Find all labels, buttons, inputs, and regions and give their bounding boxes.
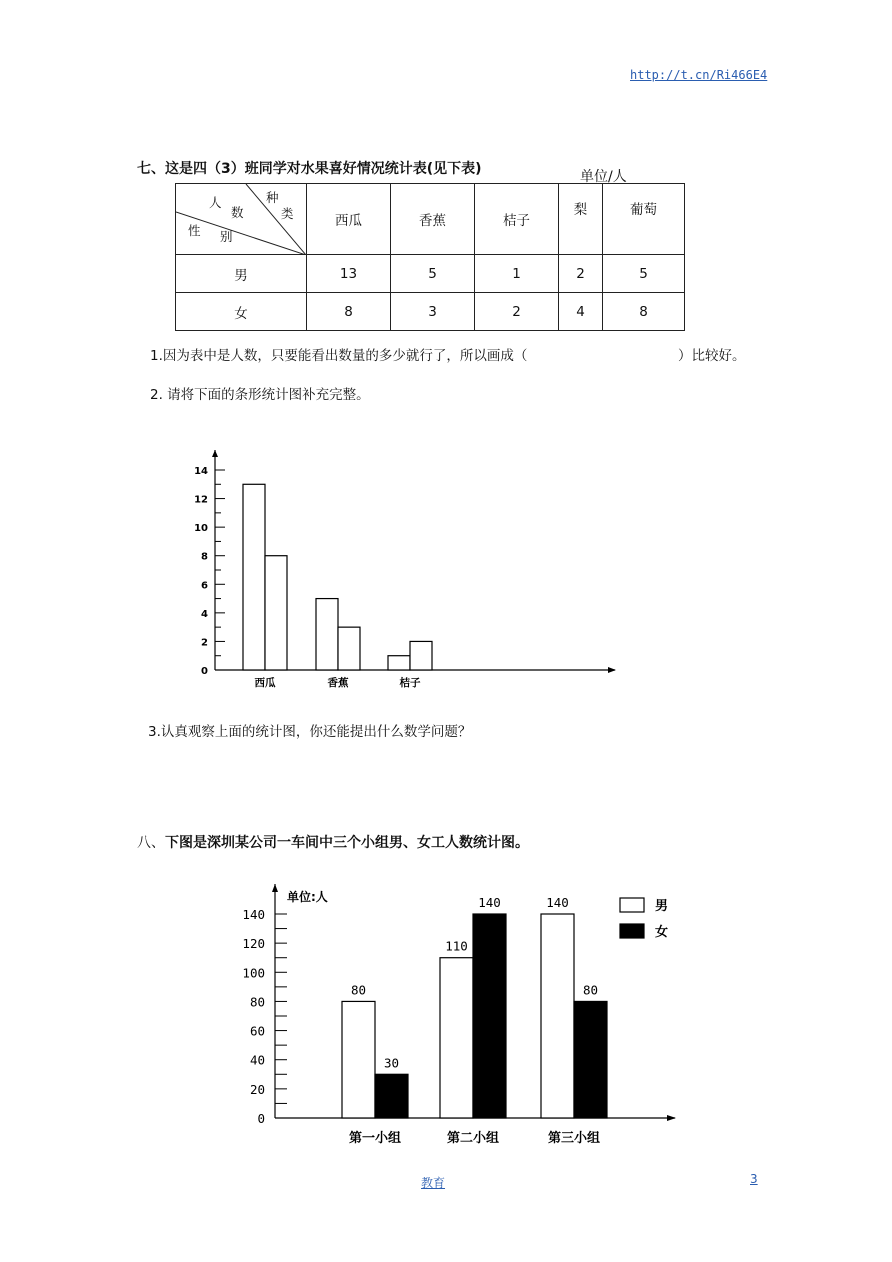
row-label-female: 女 xyxy=(176,293,307,331)
chart1-bars xyxy=(243,484,432,670)
bar-value-label: 30 xyxy=(383,1055,400,1071)
table-row xyxy=(176,255,685,293)
y-tick-label: 10 xyxy=(194,523,208,535)
x-axis-arrow xyxy=(667,1115,676,1121)
corner-mid1: 人 xyxy=(209,195,222,210)
legend-label: 女 xyxy=(655,925,669,940)
chart2-legend xyxy=(620,898,668,940)
unit-label: 单位/人 xyxy=(580,169,627,185)
y-tick-label: 6 xyxy=(201,580,208,592)
y-tick-label: 80 xyxy=(249,994,265,1010)
y-tick-label: 14 xyxy=(194,466,208,477)
table-cell: 4 xyxy=(559,293,603,331)
legend-swatch xyxy=(620,924,644,938)
table-row xyxy=(176,293,685,331)
table-cell: 5 xyxy=(391,255,475,293)
x-category-label: 第一小组 xyxy=(348,1131,402,1146)
x-category-label: 第三小组 xyxy=(547,1131,601,1146)
group-worker-bar-chart xyxy=(230,878,690,1158)
bar xyxy=(541,914,574,1118)
table-cell: 5 xyxy=(603,255,685,293)
bar xyxy=(375,1074,408,1118)
y-axis-arrow xyxy=(212,450,218,457)
corner-top: 种 xyxy=(266,190,279,205)
y-tick-label: 120 xyxy=(242,936,265,952)
table-cell: 3 xyxy=(391,293,475,331)
bar xyxy=(574,1001,607,1118)
table-cell: 8 xyxy=(307,293,391,331)
fruit-preference-table xyxy=(175,183,685,331)
bar-value-label: 80 xyxy=(582,982,599,998)
y-tick-label: 100 xyxy=(242,965,265,981)
footer-link[interactable]: 教育 xyxy=(421,1176,446,1190)
y-tick-label: 8 xyxy=(201,551,208,563)
x-axis-arrow xyxy=(608,667,616,673)
bar xyxy=(440,958,473,1118)
question-2: 2. 请将下面的条形统计图补充完整。 xyxy=(150,387,370,403)
x-category-label: 第二小组 xyxy=(446,1131,500,1146)
y-tick-label: 12 xyxy=(194,494,208,506)
bar xyxy=(338,627,360,670)
y-axis-arrow xyxy=(272,884,278,892)
y-tick-label: 20 xyxy=(249,1081,265,1097)
section8-title xyxy=(137,832,529,852)
question-3: 3.认真观察上面的统计图，你还能提出什么数学问题？ xyxy=(148,724,472,740)
y-tick-label: 40 xyxy=(249,1052,265,1068)
table-cell: 2 xyxy=(475,293,559,331)
bar-value-label: 110 xyxy=(445,938,468,954)
chart1-labels xyxy=(194,466,421,689)
y-tick-label: 0 xyxy=(257,1111,265,1126)
bar xyxy=(473,914,506,1118)
bar-value-label: 80 xyxy=(350,982,367,998)
table-cell: 13 xyxy=(307,255,391,293)
row-label-male: 男 xyxy=(176,255,307,293)
section7-title: 七、这是四（3）班同学对水果喜好情况统计表(见下表) xyxy=(137,161,482,177)
bar xyxy=(265,556,287,670)
question-1-end: ）比较好。 xyxy=(678,348,746,364)
x-category-label: 香蕉 xyxy=(327,677,349,689)
chart2-bars xyxy=(342,914,607,1118)
legend-swatch xyxy=(620,898,644,912)
table-cell: 1 xyxy=(475,255,559,293)
table-cell: 2 xyxy=(559,255,603,293)
section8-title-prefix: 八、 xyxy=(137,835,165,851)
corner-top2: 类 xyxy=(281,206,294,221)
section8-title-text: 下图是深圳某公司一车间中三个小组男、女工人数统计图。 xyxy=(165,835,529,851)
header-orange: 桔子 xyxy=(475,184,559,255)
y-tick-label: 60 xyxy=(249,1023,265,1039)
bar-value-label: 140 xyxy=(478,895,501,910)
bar xyxy=(243,484,265,670)
bar xyxy=(388,656,410,670)
legend-label: 男 xyxy=(655,899,669,914)
table-corner-cell xyxy=(176,184,307,255)
x-category-label: 西瓜 xyxy=(254,677,276,689)
bar xyxy=(316,599,338,670)
question-1-start: 1.因为表中是人数，只要能看出数量的多少就行了，所以画成（ xyxy=(150,348,528,364)
page-number: 3 xyxy=(750,1172,758,1186)
y-tick-label: 0 xyxy=(201,666,208,677)
bar xyxy=(342,1001,375,1118)
y-tick-label: 140 xyxy=(242,907,265,922)
header-grape: 葡萄 xyxy=(603,184,685,255)
header-pear: 梨 xyxy=(559,184,603,255)
y-tick-label: 4 xyxy=(201,608,208,620)
bar-value-label: 140 xyxy=(546,895,569,910)
x-category-label: 桔子 xyxy=(399,677,421,689)
table-cell: 8 xyxy=(603,293,685,331)
header-watermelon: 西瓜 xyxy=(307,184,391,255)
corner-bottom1: 性 xyxy=(188,223,201,238)
fruit-bar-chart xyxy=(180,440,630,695)
corner-mid2: 数 xyxy=(231,205,244,220)
header-banana: 香蕉 xyxy=(391,184,475,255)
bar xyxy=(410,641,432,670)
unit-label: 单位:人 xyxy=(287,890,328,904)
corner-bottom2: 别 xyxy=(220,229,233,244)
header-link[interactable]: http://t.cn/Ri466E4 xyxy=(630,68,768,82)
y-tick-label: 2 xyxy=(201,637,208,649)
